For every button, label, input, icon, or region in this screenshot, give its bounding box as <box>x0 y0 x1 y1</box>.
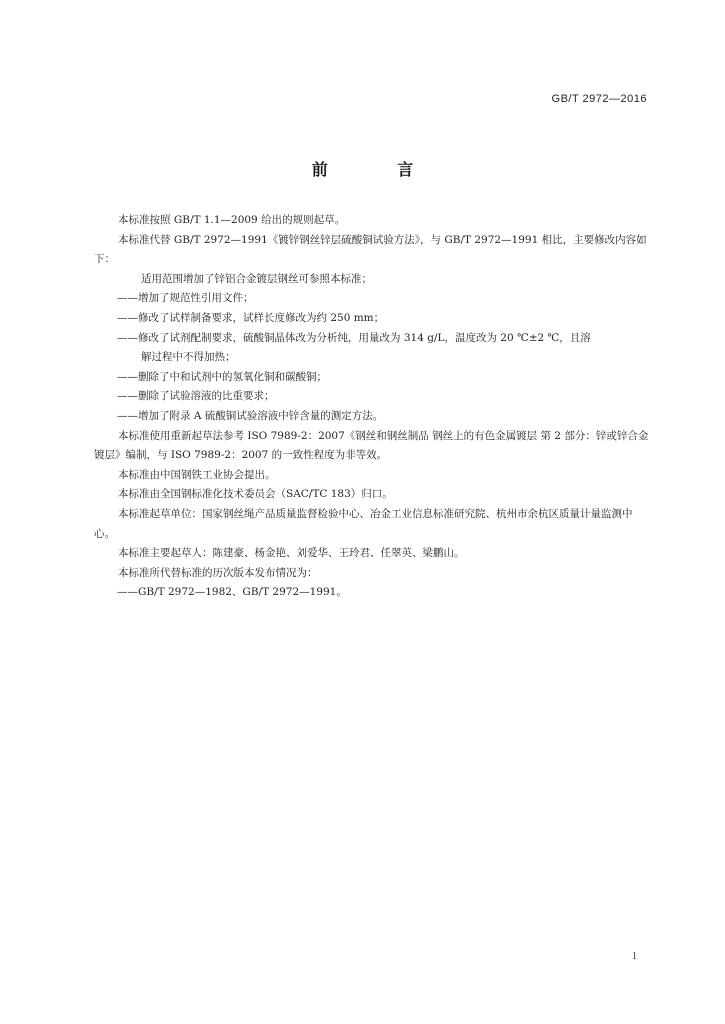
list-item: ——增加了规范性引用文件； <box>117 292 254 305</box>
paragraph-drafting-rules: 本标准按照 GB/T 1.1—2009 给出的规则起草。 <box>118 214 346 226</box>
page-number: 1 <box>632 951 637 962</box>
paragraph-iso-reference: 本标准使用重新起草法参考 ISO 7989-2：2007《钢丝和钢丝制品 钢丝上的有色金属镀层 第 2 部分：锌或锌合金镀层》编制，与 ISO 7989-2：2007 的一致性程度为非等效。 <box>94 429 649 462</box>
document-body <box>94 211 652 603</box>
list-item: 适用范围增加了锌铝合金镀层钢丝可参照本标准； <box>141 272 372 285</box>
list-item-text: ——修改了试剂配制要求，硫酸铜晶体改为分析纯，用量改为 314 g/L，温度改为 20 ℃±2 ℃，且溶 <box>117 331 591 344</box>
list-item: ——修改了试样制备要求，试样长度修改为约 250 mm； <box>117 311 385 324</box>
page-title: 前 言 <box>311 160 446 179</box>
list-item <box>94 329 652 368</box>
standard-code: GB/T 2972—2016 <box>551 93 647 105</box>
paragraph-history-intro: 本标准所代替标准的历次版本发布情况为： <box>118 566 318 579</box>
paragraph-drafters: 本标准主要起草人：陈建豪、杨金艳、刘爱华、王玲君、任翠英、梁鹏山。 <box>118 547 465 560</box>
paragraph-drafting-units: 本标准起草单位：国家钢丝绳产品质量监督检验中心、冶金工业信息标准研究院、杭州市余杭区质量计量监测中心。 <box>94 507 633 540</box>
list-item: ——删除了中和试剂中的氢氧化铜和碳酸铜； <box>117 370 327 383</box>
list-item: ——删除了试验溶液的比重要求； <box>117 390 275 403</box>
list-item: ——GB/T 2972—1982、GB/T 2972—1991。 <box>117 586 347 599</box>
paragraph-under-jurisdiction: 本标准由全国钢标准化技术委员会（SAC/TC 183）归口。 <box>118 488 393 501</box>
list-item-continuation: 解过程中不得加热； <box>141 351 236 364</box>
list-item: ——增加了附录 A 硫酸铜试验溶液中锌含量的测定方法。 <box>117 409 384 422</box>
paragraph-replaces: 本标准代替 GB/T 2972—1991《镀锌钢丝锌层硫酸铜试验方法》，与 GB/T 2972—1991 相比，主要修改内容如下： <box>94 233 647 266</box>
paragraph-proposed-by: 本标准由中国钢铁工业协会提出。 <box>118 468 276 481</box>
